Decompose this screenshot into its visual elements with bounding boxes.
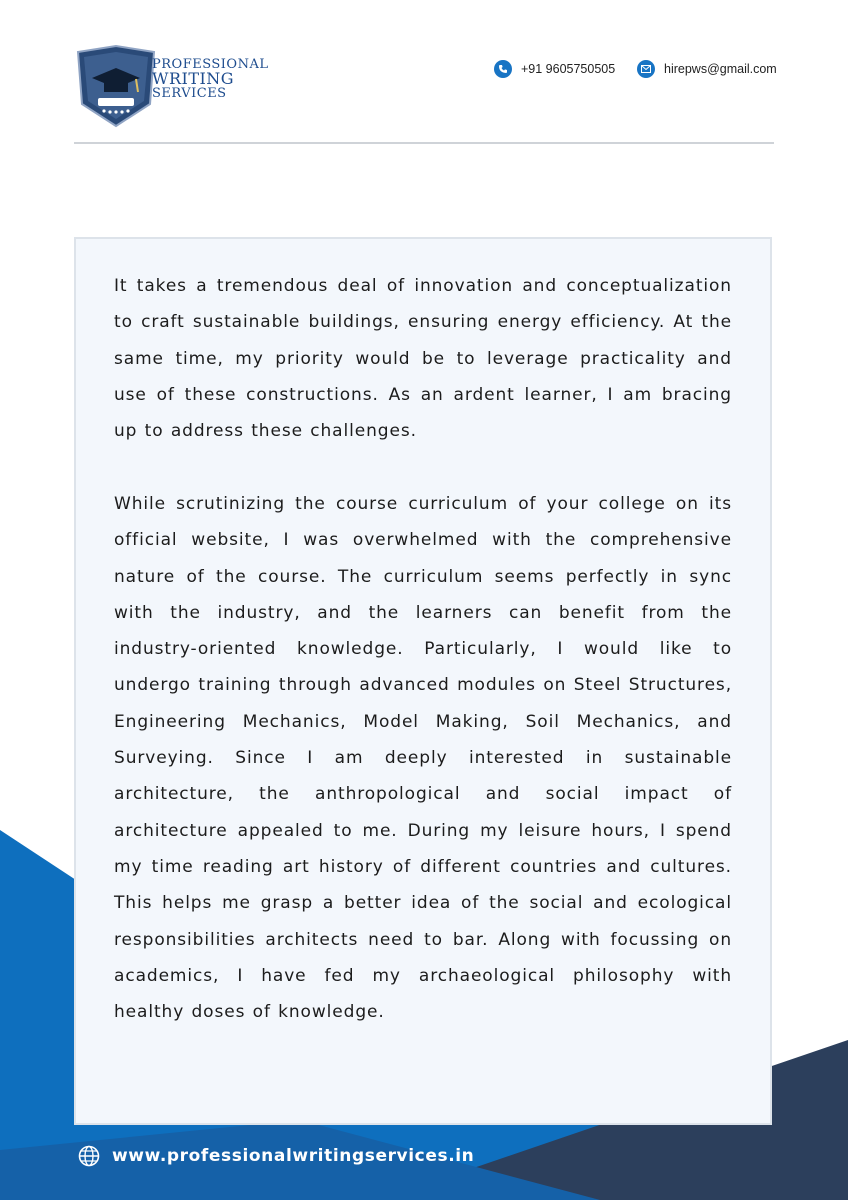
contact-email[interactable] bbox=[637, 60, 777, 78]
letterhead-header bbox=[74, 40, 777, 140]
logo-line-services: SERVICES bbox=[152, 86, 227, 101]
contact-phone[interactable] bbox=[494, 60, 615, 78]
body-paragraph: It takes a tremendous deal of innovation and conceptualization to craft sustainable buildings, ensuring energy efficiency. At the same time, my priority would be to leverage practicality and use of these constructions. As an ardent learner, I am bracing up to address these challenges. bbox=[114, 276, 732, 442]
website-link[interactable]: www.professionalwritingservices.in bbox=[112, 1146, 475, 1166]
letter-body-card bbox=[74, 237, 772, 1125]
logo-badge-icon bbox=[74, 44, 158, 128]
logo-line-professional: PROFESSIONAL bbox=[152, 57, 269, 72]
body-paragraph: While scrutinizing the course curriculum of your college on its official website, I was overwhelmed with the comprehensive nature of the course. The curriculum seems perfectly in sync with the industry, and the learners can benefit from the industry-oriented knowledge. Particularly, I would like to undergo training through advanced modules on Steel Structures, Engineering Mechanics, Model Making, Soil Mechanics, and Surveying. Since I am deeply interested in sustainable architecture, the anthropological and social impact of architecture appealed to me. During my leisure hours, I spend my time reading art history of different countries and cultures. This helps me grasp a better idea of the social and ecological responsibilities architects need to bar. Along with focussing on academics, I have fed my archaeological philosophy with healthy doses of knowledge. bbox=[114, 494, 732, 1023]
email-address: hirepws@gmail.com bbox=[664, 62, 777, 76]
logo-wordmark bbox=[152, 58, 268, 100]
footer bbox=[78, 1145, 474, 1167]
logo-line-writing: WRITING bbox=[152, 69, 235, 88]
phone-number: +91 9605750505 bbox=[521, 62, 616, 76]
company-logo bbox=[74, 44, 269, 130]
phone-icon bbox=[494, 60, 512, 78]
mail-icon bbox=[637, 60, 655, 78]
globe-icon bbox=[78, 1145, 100, 1167]
header-divider bbox=[74, 142, 774, 144]
